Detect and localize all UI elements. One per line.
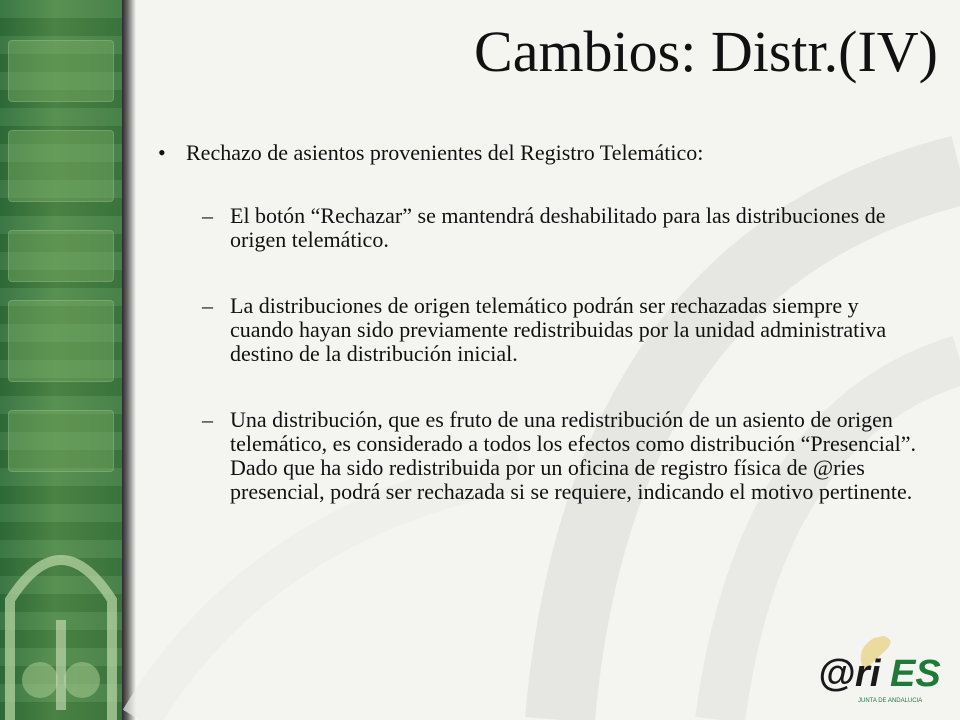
logo-subtitle: JUNTA DE ANDALUCIA	[858, 698, 923, 704]
bullet-text: Rechazo de asientos provenientes del Registro Telemático:	[186, 140, 704, 165]
coat-of-arms-emblem	[0, 520, 122, 720]
strip-tile	[8, 40, 114, 102]
dash-marker: –	[202, 203, 213, 228]
sub-item-text: Una distribución, que es fruto de una redistribución de un asiento de origen telemático, es considerado a todos los efectos como distribución “Presencial”. Dado que ha sido redistribuida por un oficina de registro física de @ries presencial, podrá ser rechazada si se requiere, indicando el motivo pertinente.	[230, 407, 917, 504]
sub-item-text: La distribuciones de origen telemático podrán ser rechazadas siempre y cuando hayan sido previamente redistribuidas por la unidad administrativa destino de la distribución inicial.	[230, 293, 887, 366]
bullet-item	[158, 140, 938, 166]
logo-brand-right: ES	[890, 653, 941, 695]
sub-item	[202, 294, 938, 366]
aries-logo	[814, 630, 946, 710]
dash-marker: –	[202, 293, 213, 318]
bullet-marker: •	[158, 140, 166, 165]
sub-item-text: El botón “Rechazar” se mantendrá deshabilitado para las distribuciones de origen telemático.	[230, 203, 886, 252]
side-decorative-strip	[0, 0, 122, 720]
dash-marker: –	[202, 407, 213, 432]
strip-tile	[8, 300, 114, 382]
sub-list	[158, 204, 938, 504]
logo-brand-left: @ri	[818, 653, 881, 695]
strip-tile	[8, 410, 114, 472]
strip-shadow	[122, 0, 136, 720]
slide-title: Cambios: Distr.(IV)	[474, 19, 938, 84]
sub-item	[202, 204, 938, 252]
strip-tile	[8, 130, 114, 202]
strip-tile	[8, 230, 114, 282]
slide-content	[158, 140, 938, 546]
sub-item	[202, 408, 938, 504]
